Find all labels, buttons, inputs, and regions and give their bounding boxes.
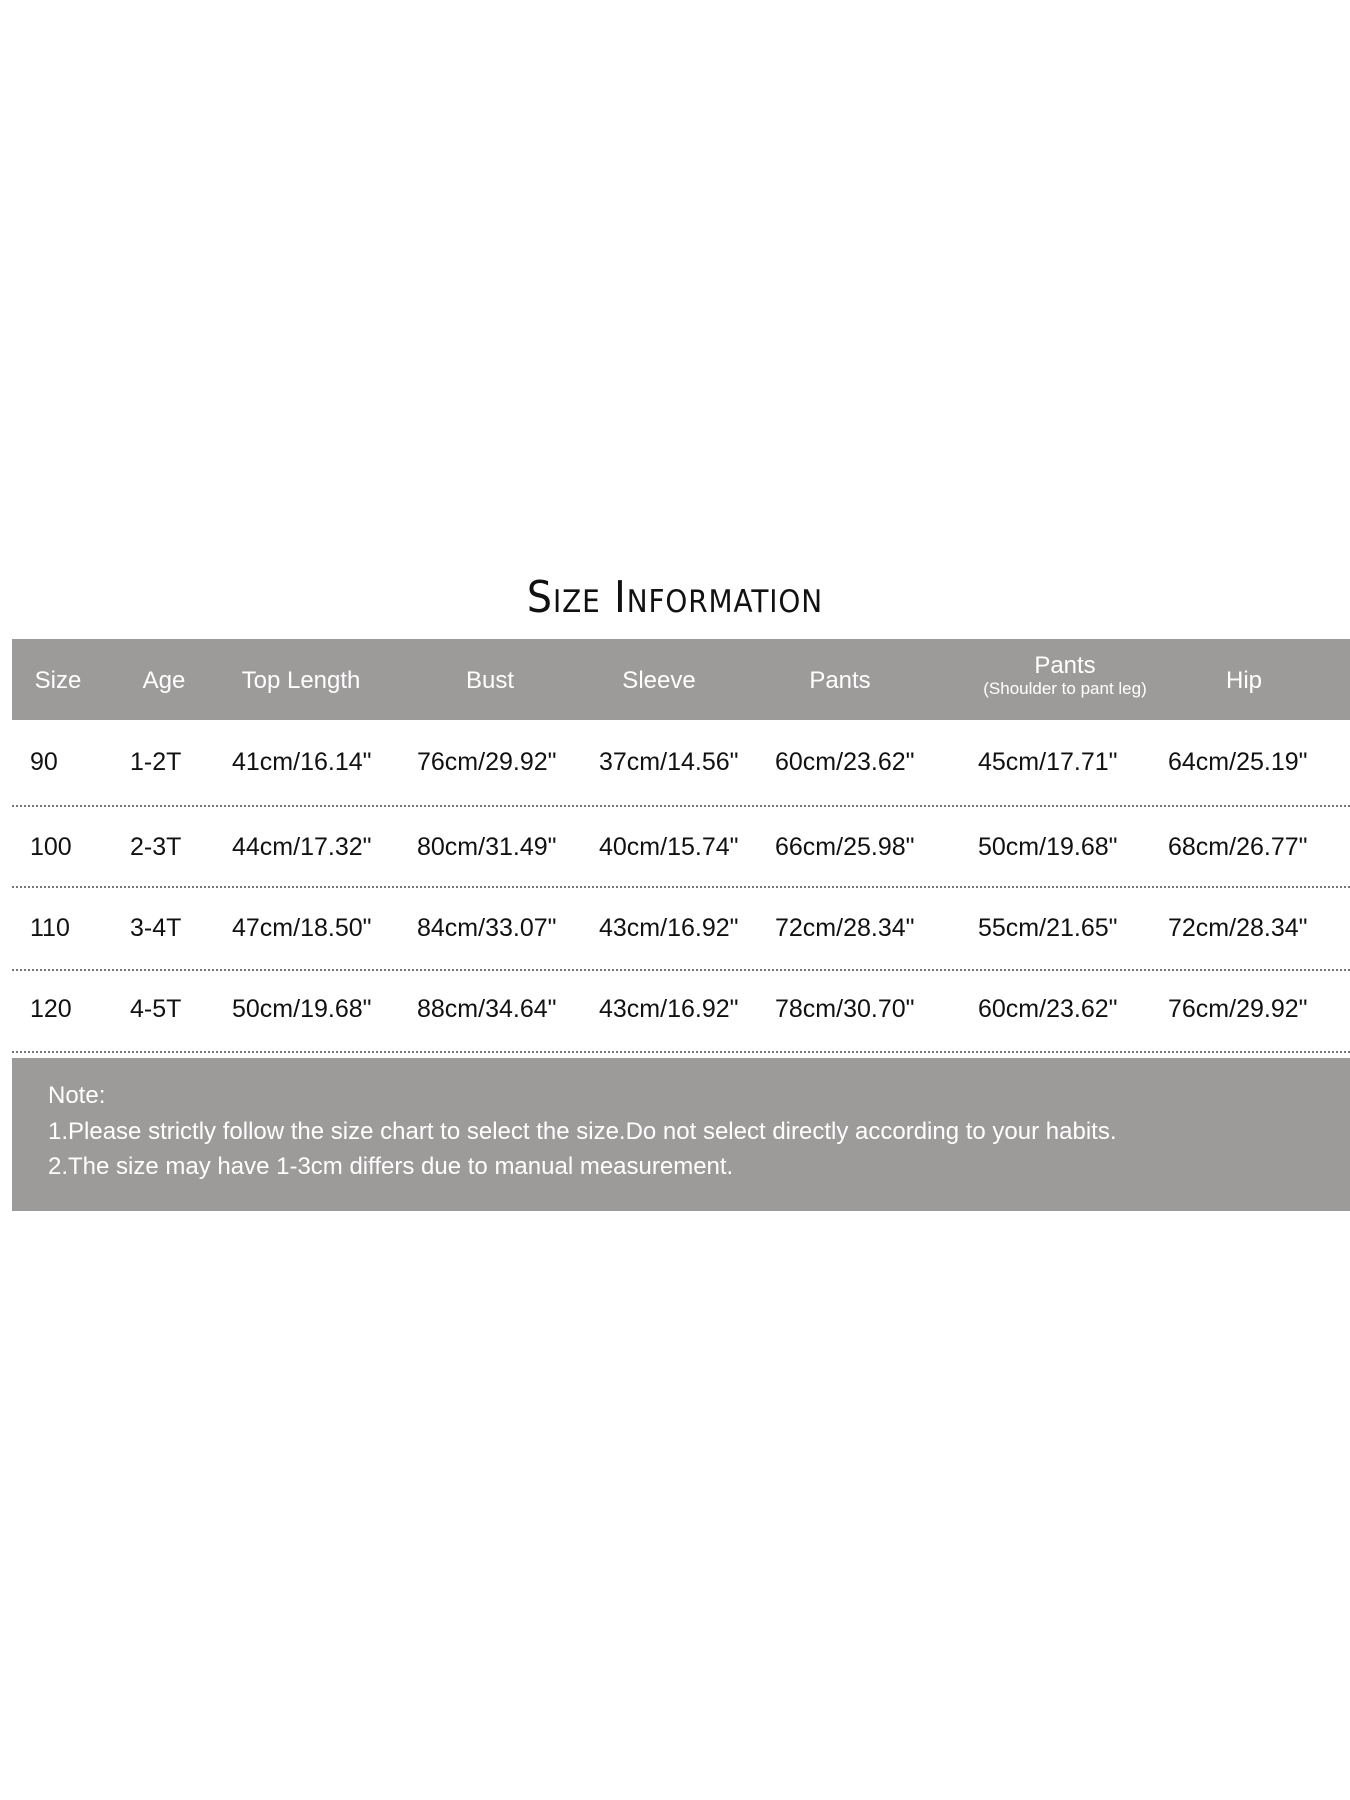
table-row xyxy=(0,914,1350,954)
header-hip: Hip xyxy=(1225,667,1263,694)
note-line-1: 1.Please strictly follow the size chart to select the size.Do not select directly according to your habits. xyxy=(48,1118,1117,1145)
cell-bust: 76cm/29.92" xyxy=(417,748,557,776)
cell-hip: 76cm/29.92" xyxy=(1168,995,1308,1023)
cell-sleeve: 43cm/16.92" xyxy=(599,914,739,942)
cell-hip: 68cm/26.77" xyxy=(1168,833,1308,861)
row-divider xyxy=(12,969,1350,971)
cell-pants-shoulder: 45cm/17.71" xyxy=(978,748,1118,776)
cell-pants: 66cm/25.98" xyxy=(775,833,915,861)
cell-pants-shoulder: 60cm/23.62" xyxy=(978,995,1118,1023)
cell-hip: 72cm/28.34" xyxy=(1168,914,1308,942)
header-sleeve: Sleeve xyxy=(622,667,696,694)
cell-age: 2-3T xyxy=(130,833,182,861)
cell-age: 4-5T xyxy=(130,995,182,1023)
cell-pants: 72cm/28.34" xyxy=(775,914,915,942)
cell-sleeve: 37cm/14.56" xyxy=(599,748,739,776)
cell-size: 120 xyxy=(30,995,72,1023)
row-divider xyxy=(12,805,1350,807)
cell-pants-shoulder: 55cm/21.65" xyxy=(978,914,1118,942)
cell-top-length: 41cm/16.14" xyxy=(232,748,372,776)
table-header xyxy=(12,639,1350,720)
cell-pants: 78cm/30.70" xyxy=(775,995,915,1023)
cell-size: 100 xyxy=(30,833,72,861)
header-pants: Pants xyxy=(809,667,871,694)
note-line-2: 2.The size may have 1-3cm differs due to manual measurement. xyxy=(48,1153,734,1180)
table-row xyxy=(0,748,1350,788)
cell-bust: 84cm/33.07" xyxy=(417,914,557,942)
header-pants-label: Pants xyxy=(1034,652,1096,679)
note-heading: Note: xyxy=(48,1082,106,1109)
page-title: Size Information xyxy=(526,572,824,623)
table-row xyxy=(0,833,1350,873)
cell-hip: 64cm/25.19" xyxy=(1168,748,1308,776)
row-divider xyxy=(12,1051,1350,1053)
cell-size: 90 xyxy=(30,748,58,776)
table-row xyxy=(0,995,1350,1035)
cell-sleeve: 40cm/15.74" xyxy=(599,833,739,861)
header-top-length: Top Length xyxy=(241,667,361,694)
header-size: Size xyxy=(34,667,82,694)
header-bust: Bust xyxy=(465,667,515,694)
header-pants-sub: (Shoulder to pant leg) xyxy=(983,679,1147,698)
cell-bust: 88cm/34.64" xyxy=(417,995,557,1023)
header-pants-shoulder xyxy=(983,653,1147,699)
cell-pants: 60cm/23.62" xyxy=(775,748,915,776)
row-divider xyxy=(12,886,1350,888)
cell-pants-shoulder: 50cm/19.68" xyxy=(978,833,1118,861)
cell-age: 1-2T xyxy=(130,748,182,776)
cell-bust: 80cm/31.49" xyxy=(417,833,557,861)
note-box xyxy=(12,1058,1350,1211)
cell-top-length: 44cm/17.32" xyxy=(232,833,372,861)
header-age: Age xyxy=(142,667,186,694)
cell-top-length: 47cm/18.50" xyxy=(232,914,372,942)
cell-top-length: 50cm/19.68" xyxy=(232,995,372,1023)
cell-sleeve: 43cm/16.92" xyxy=(599,995,739,1023)
cell-size: 110 xyxy=(30,914,70,942)
cell-age: 3-4T xyxy=(130,914,182,942)
